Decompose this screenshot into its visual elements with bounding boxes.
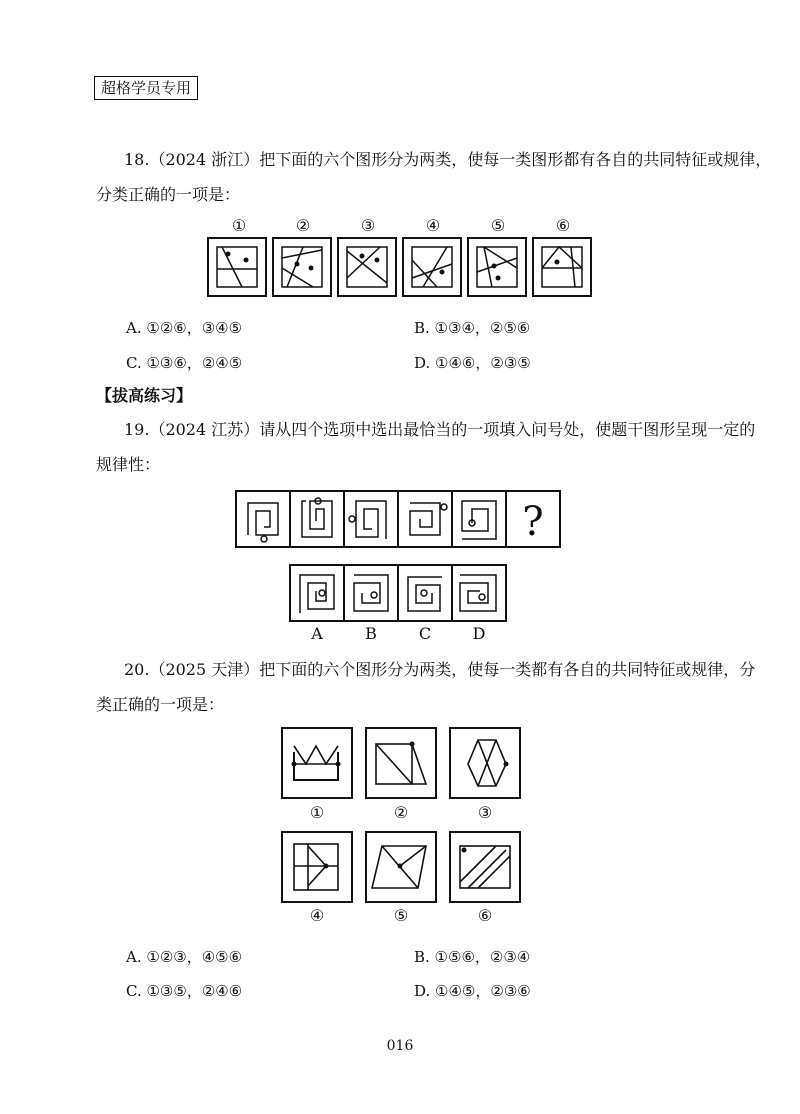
- q20-text-line2: 类正确的一项是：: [96, 695, 225, 714]
- q19-text-line1: 19.（2024 江苏）请从四个选项中选出最恰当的一项填入问号处，使题干图形呈现一定的: [124, 420, 756, 439]
- q19-choice-figure-b: [354, 575, 388, 611]
- q18-figure-6: [533, 238, 591, 296]
- q18-figure-5: [468, 238, 526, 296]
- q19-choice-label-a[interactable]: A: [311, 624, 323, 643]
- q19-choice-label-b[interactable]: B: [365, 624, 377, 643]
- q18-label-1: ①: [231, 216, 247, 235]
- q19-sequence-figure-1: [248, 503, 278, 542]
- page-number: 016: [386, 1038, 414, 1054]
- q19-sequence-figures: [236, 491, 566, 549]
- q19-choice-label-c[interactable]: C: [418, 624, 432, 643]
- q18-text-line1: 18.（2024 浙江）把下面的六个图形分为两类，使每一类图形都有各自的共同特征或规律，: [124, 150, 772, 169]
- q20-figure-4: [282, 832, 352, 902]
- q19-choice-figure-d: [460, 575, 496, 611]
- q20-figure-5: [366, 832, 436, 902]
- q18-figure-1: [208, 238, 266, 296]
- q19-sequence-figure-5: [462, 501, 496, 539]
- q19-sequence-figure-4: [410, 503, 447, 535]
- q20-figure-2: [366, 728, 436, 798]
- q18-label-3: ③: [360, 216, 376, 235]
- q20-figure-1: [282, 728, 352, 798]
- q18-option-c[interactable]: C. ①③⑥，②④⑤: [126, 354, 243, 372]
- q20-figure-6: [450, 832, 520, 902]
- q18-option-d[interactable]: D. ①④⑥，②③⑤: [414, 354, 531, 372]
- q18-label-4: ④: [425, 216, 441, 235]
- q18-label-2: ②: [295, 216, 311, 235]
- q20-label-5: ⑤: [393, 906, 409, 925]
- q19-choice-label-d[interactable]: D: [472, 624, 486, 643]
- q20-label-2: ②: [393, 803, 409, 822]
- q19-sequence-figure-3: [349, 501, 386, 539]
- q19-text-line2: 规律性：: [96, 455, 161, 474]
- q19-choice-figure-a: [300, 575, 334, 613]
- q19-choice-figures: [290, 565, 510, 623]
- q20-text-line1: 20.（2025 天津）把下面的六个图形分为两类，使每一类都有各自的共同特征或规律，分: [124, 660, 756, 679]
- q19-choice-figure-c: [408, 577, 442, 611]
- q20-option-b[interactable]: B. ①⑤⑥，②③④: [414, 948, 531, 966]
- q18-option-a[interactable]: A. ①②⑥，③④⑤: [126, 319, 243, 337]
- q20-option-c[interactable]: C. ①③⑤，②④⑥: [126, 982, 243, 1000]
- q18-option-b[interactable]: B. ①③④，②⑤⑥: [414, 319, 531, 337]
- q19-question-mark: ?: [522, 499, 544, 545]
- q20-label-4: ④: [309, 906, 325, 925]
- section-title-advanced-practice: 【拔高练习】: [96, 386, 193, 405]
- q20-option-d[interactable]: D. ①④⑤，②③⑥: [414, 982, 531, 1000]
- q18-figures: [206, 238, 596, 300]
- student-only-tag: 超格学员专用: [94, 76, 198, 100]
- q20-option-a[interactable]: A. ①②③，④⑤⑥: [126, 948, 243, 966]
- q18-figure-2: [273, 238, 331, 296]
- q20-label-3: ③: [477, 803, 493, 822]
- q18-figure-3: [338, 238, 396, 296]
- q18-label-6: ⑥: [555, 216, 571, 235]
- q20-label-1: ①: [309, 803, 325, 822]
- q20-label-6: ⑥: [477, 906, 493, 925]
- q18-text-line2: 分类正确的一项是：: [96, 185, 241, 204]
- q18-label-5: ⑤: [490, 216, 506, 235]
- q18-figure-4: [403, 238, 461, 296]
- q19-sequence-figure-2: [302, 498, 332, 537]
- q20-figure-3: [450, 728, 520, 798]
